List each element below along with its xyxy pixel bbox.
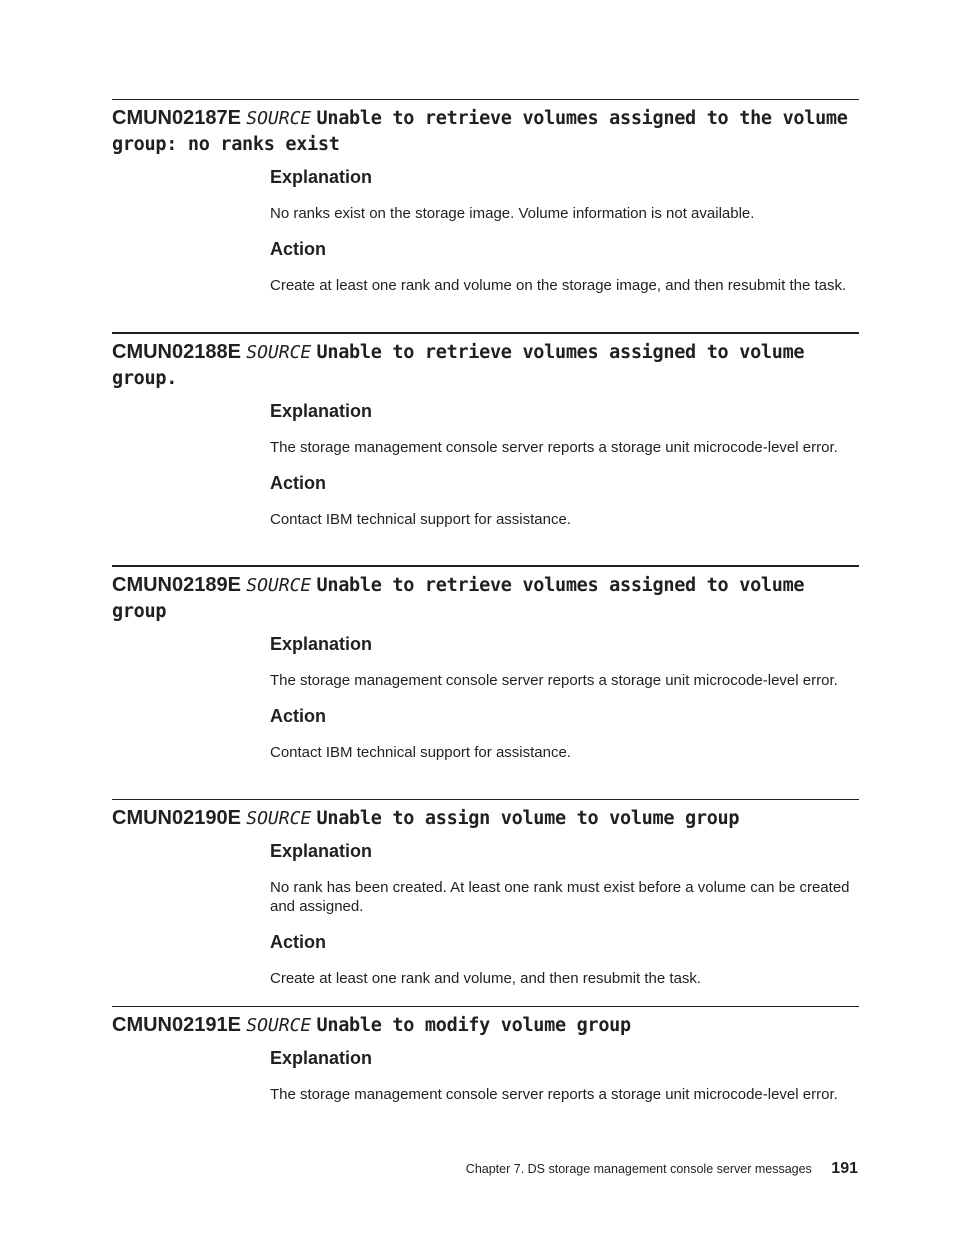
message-code: CMUN02190E [112, 807, 241, 829]
message-code: CMUN02191E [112, 1014, 241, 1036]
source-placeholder: SOURCE [246, 1015, 312, 1036]
explanation-text: The storage management console server reports a storage unit microcode-level error. [270, 672, 838, 689]
message-cmun02190e [112, 799, 859, 988]
message-text: Unable to retrieve volumes assigned to the volume group: no ranks exist [112, 108, 848, 155]
action-heading: Action [270, 932, 326, 952]
action-heading: Action [270, 706, 326, 726]
explanation-text: The storage management console server reports a storage unit microcode-level error. [270, 439, 838, 456]
message-cmun02188e [112, 332, 859, 529]
action-section [270, 705, 859, 762]
source-placeholder: SOURCE [246, 342, 312, 363]
action-text: Create at least one rank and volume, and then resubmit the task. [270, 970, 702, 987]
message-code: CMUN02187E [112, 107, 241, 129]
explanation-text: The storage management console server reports a storage unit microcode-level error. [270, 1086, 838, 1103]
message-text: Unable to retrieve volumes assigned to volume group [112, 575, 805, 622]
explanation-section [270, 400, 859, 457]
explanation-text: No ranks exist on the storage image. Volume information is not available. [270, 205, 755, 222]
message-title [112, 567, 859, 625]
message-code: CMUN02188E [112, 341, 241, 363]
message-title [112, 100, 859, 158]
message-text: Unable to retrieve volumes assigned to volume group. [112, 342, 805, 389]
action-section [270, 931, 859, 988]
source-placeholder: SOURCE [246, 108, 312, 129]
message-title [112, 1007, 859, 1039]
chapter-title: Chapter 7. DS storage management console server messages [465, 1162, 812, 1176]
action-section [270, 472, 859, 529]
explanation-section [270, 1047, 859, 1104]
action-section [270, 238, 859, 295]
explanation-text: No rank has been created. At least one rank must exist before a volume can be created and assigned. [270, 879, 850, 915]
explanation-heading: Explanation [270, 841, 373, 861]
message-cmun02189e [112, 565, 859, 762]
source-placeholder: SOURCE [246, 575, 312, 596]
message-text: Unable to modify volume group [316, 1015, 631, 1036]
action-text: Contact IBM technical support for assistance. [270, 511, 571, 528]
explanation-heading: Explanation [270, 1048, 373, 1068]
message-title [112, 800, 859, 832]
explanation-heading: Explanation [270, 167, 373, 187]
explanation-section [270, 166, 859, 223]
source-placeholder: SOURCE [246, 808, 312, 829]
message-title [112, 334, 859, 392]
action-heading: Action [270, 473, 326, 493]
explanation-section [270, 633, 859, 690]
page-footer [466, 1160, 858, 1178]
page-number: 191 [831, 1160, 858, 1177]
action-heading: Action [270, 239, 326, 259]
action-text: Create at least one rank and volume on the storage image, and then resubmit the task. [270, 277, 847, 294]
message-cmun02187e [112, 99, 859, 295]
message-code: CMUN02189E [112, 574, 241, 596]
explanation-heading: Explanation [270, 401, 373, 421]
action-text: Contact IBM technical support for assistance. [270, 744, 571, 761]
explanation-heading: Explanation [270, 634, 373, 654]
message-text: Unable to assign volume to volume group [316, 808, 740, 829]
explanation-section [270, 840, 859, 916]
message-cmun02191e [112, 1006, 859, 1104]
